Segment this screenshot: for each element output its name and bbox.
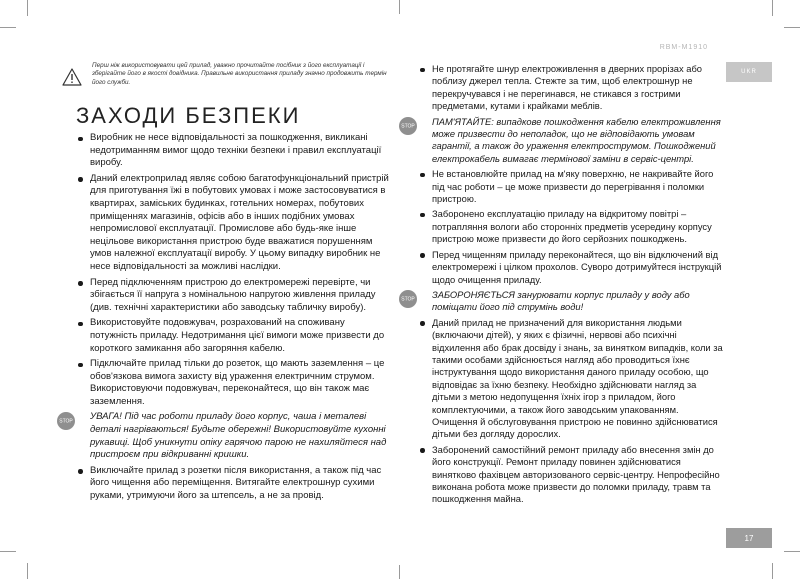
- warning-text: Перш ніж використовувати цей прилад, уважно прочитайте посібник з його експлуатації і зберігайте його в якості довідника. Правильне використання приладу значно продовжить термін його служби.: [92, 62, 387, 86]
- svg-text:STOP: STOP: [401, 296, 415, 303]
- crop-mark: [27, 563, 28, 579]
- list-item: [418, 444, 724, 506]
- svg-text:STOP: STOP: [401, 123, 415, 130]
- list-item: [76, 173, 392, 274]
- list-item: [76, 465, 392, 503]
- list-item: [76, 317, 392, 355]
- language-tab: UKR: [726, 62, 772, 82]
- crop-mark: [784, 551, 800, 552]
- list-item-text: Заборонений самостійний ремонт приладу або внесення змін до його конструкції. Ремонт приладу повинен здійснюватися винятково фахівцем авторизованого сервіс-центру. Непрофесійно виконана робота може призвести до поломки приладу, травм та пошкодження майна.: [432, 444, 720, 505]
- list-item-text: Даний прилад не призначений для використання людьми (включаючи дітей), у яких є фізичні, нервові або психічні відхилення або брак досвіду і знань, за винятком випадків, коли за такими особами здійснюється нагляд або проводиться їхнє інструктування щодо використання даного приладу особою, що відповідає за їхню безпеку. Необхідно здійснювати нагляд за дітьми з метою недопущення їхніх ігор з приладом, його комплектуючими, а також його заводським упакованням. Очищення й обслуговування пристрою не повинно здійснюватися дітьми без догляду дорослих.: [432, 317, 723, 440]
- list-item-text: Даний електроприлад являє собою багатофункціональний пристрій для приготування їжі в побутових умовах і може застосовуватися в квартирах, заміських будинках, готельних номерах, побутових приміщеннях магазинів, офісів або в інших подібних умовах непромислової експлуатації. Промислове або будь-яке інше нецільове використання пристрою буде вважатися порушенням умов належної експлуатації виробу. У цьому випадку виробник не несе відповідальності за можливі наслідки.: [90, 172, 389, 272]
- crop-mark: [772, 563, 773, 579]
- page-number: 17: [726, 528, 772, 548]
- stop-warning-text: ЗАБОРОНЯЄТЬСЯ занурювати корпус приладу у воду або поміщати його під струмінь води!: [432, 289, 690, 313]
- list-item-text: Перед чищенням приладу переконайтеся, що він відключений від електромережі і цілком прохолов. Суворо дотримуйтеся інструкцій щодо очищення приладу.: [432, 249, 722, 285]
- list-item-text: Перед підключенням пристрою до електромережі перевірте, чи збігається її напруга з номінальною напругою живлення приладу (див. технічні характеристики або заводську табличку виробу).: [90, 276, 376, 313]
- list-item: [76, 358, 392, 408]
- stop-icon: [398, 116, 418, 136]
- list-item-text: Не протягайте шнур електроживлення в дверних прорізах або поблизу джерел тепла. Стежте за тим, щоб електрошнур не перекручувався і не перегинався, не стикався з гострими предметами, кутами і крайками меблів.: [432, 64, 702, 112]
- stop-warning-text: УВАГА! Під час роботи приладу його корпус, чаша і металеві деталі нагріваються! Будьте обережні! Використовуйте кухонні рукавиці. Щоб уникнути опіку гарячою парою не нахиляйтеся над пристроєм при відкриванні кришки.: [90, 411, 387, 461]
- stop-icon: [56, 411, 76, 431]
- warning-note: [62, 62, 392, 98]
- stop-icon: [398, 289, 418, 309]
- list-item-text: Виключайте прилад з розетки після використання, а також під час його чищення або переміщення. Витягайте електрошнур сухими руками, утримуючи його за штепсель, а не за провід.: [90, 464, 382, 502]
- stop-warning: [401, 289, 724, 314]
- crop-mark: [0, 551, 16, 552]
- section-title: ЗАХОДИ БЕЗПЕКИ: [76, 103, 301, 128]
- list-item-text: Не встановлюйте прилад на м'яку поверхню, не накривайте його під час роботи – це може призвести до перегрівання і поломки пристрою.: [432, 169, 714, 205]
- svg-text:STOP: STOP: [59, 419, 73, 426]
- crop-mark: [27, 0, 28, 16]
- list-item-text: Заборонено експлуатацію приладу на відкритому повітрі – потрапляння вологи або сторонніх предметів усередину корпусу пристрою може призвести до його серйозних пошкоджень.: [432, 209, 712, 245]
- crop-mark: [399, 565, 400, 579]
- stop-warning: [401, 116, 724, 166]
- stop-warning: [59, 411, 392, 461]
- crop-mark: [784, 27, 800, 28]
- crop-mark: [0, 27, 16, 28]
- warning-triangle-icon: [62, 68, 82, 86]
- list-item-text: Виробник не несе відповідальності за пошкодження, викликані недотриманням вимог щодо техніки безпеки і правил експлуатації виробу.: [90, 132, 382, 169]
- list-item-text: Використовуйте подовжувач, розрахований на споживану потужність приладу. Недотримання цієї вимоги може призвести до короткого замикання або загоряння кабелю.: [90, 317, 385, 354]
- safety-list-right: [401, 63, 724, 506]
- list-item: [418, 249, 724, 286]
- list-item: [76, 277, 392, 315]
- crop-mark: [399, 0, 400, 14]
- stop-warning-text: ПАМ'ЯТАЙТЕ: випадкове пошкодження кабелю електроживлення може призвести до неполадок, що не відповідають умовам гарантії, а також до ураження електрострумом. Пошкоджений електрокабель вимагає термінової заміни в сервіс-центрі.: [432, 116, 721, 164]
- safety-list-left: [59, 132, 392, 503]
- list-item: [418, 208, 724, 245]
- list-item: [418, 168, 724, 205]
- list-item: [76, 132, 392, 170]
- model-label: RBM-M1910: [659, 44, 708, 51]
- list-item: [418, 317, 724, 441]
- list-item-text: Підключайте прилад тільки до розеток, що мають заземлення – це обов'язкова вимога захисту від ураження електричним струмом. Використовуючи подовжувач, переконайтеся, що він також має заземлення.: [90, 358, 385, 407]
- crop-mark: [772, 0, 773, 16]
- right-column: [401, 63, 724, 509]
- list-item: [418, 63, 724, 113]
- left-column: [59, 132, 392, 506]
